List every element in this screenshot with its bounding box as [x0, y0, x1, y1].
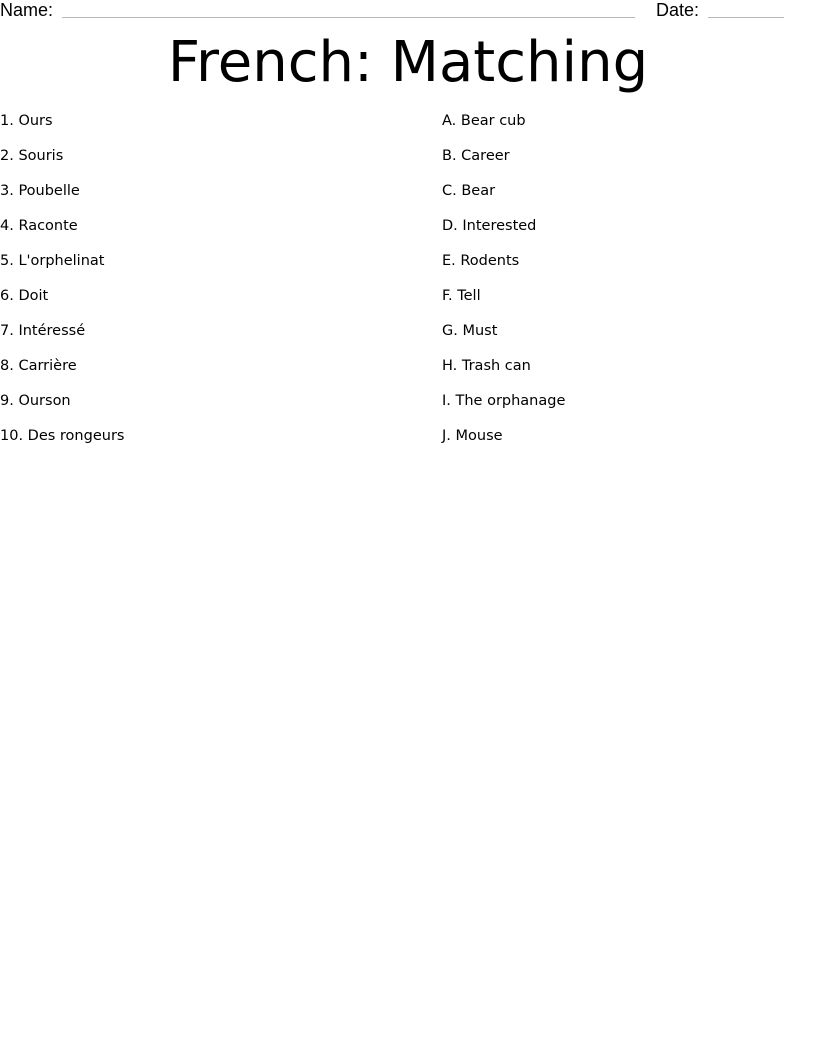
list-item: I. The orphanage [442, 393, 566, 409]
list-item: 1. Ours [0, 113, 53, 129]
name-blank-line [62, 17, 635, 18]
list-item: E. Rodents [442, 253, 520, 269]
list-item: 4. Raconte [0, 218, 78, 234]
list-item: 6. Doit [0, 288, 49, 304]
list-item: 10. Des rongeurs [0, 428, 125, 444]
list-item: J. Mouse [442, 428, 503, 444]
list-item: C. Bear [442, 183, 496, 199]
french-terms-list [0, 104, 124, 454]
list-item: 3. Poubelle [0, 183, 80, 199]
date-label: Date: [656, 0, 700, 20]
list-item: A. Bear cub [442, 113, 526, 129]
list-item: B. Career [442, 148, 510, 164]
list-item: F. Tell [442, 288, 481, 304]
list-item: G. Must [442, 323, 498, 339]
date-blank-line [708, 17, 784, 18]
list-item: 2. Souris [0, 148, 64, 164]
english-definitions-list [442, 104, 565, 454]
worksheet-header [0, 0, 816, 22]
name-label: Name: [0, 0, 54, 20]
list-item: 8. Carrière [0, 358, 77, 374]
list-item: 9. Ourson [0, 393, 71, 409]
list-item: 5. L'orphelinat [0, 253, 105, 269]
list-item: D. Interested [442, 218, 537, 234]
page-title: French: Matching [167, 30, 649, 95]
list-item: 7. Intéressé [0, 323, 86, 339]
list-item: H. Trash can [442, 358, 531, 374]
